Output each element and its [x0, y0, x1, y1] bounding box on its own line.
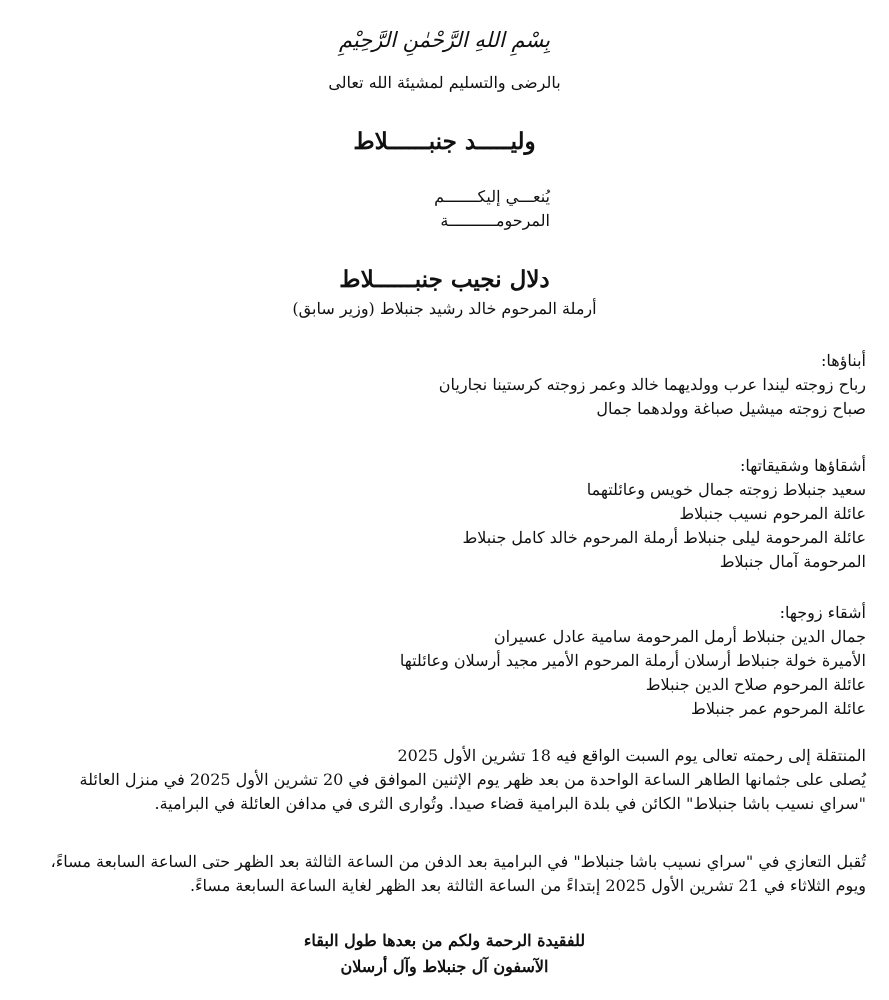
sender-name: وليـــــد جنبــــــلاط — [353, 128, 536, 155]
funeral-details — [20, 744, 866, 816]
condolences-line: ويوم الثلاثاء في 21 تشرين الأول 2025 إبتداءً من الساعة الثالثة بعد الظهر لغاية الساعة السابعة مساءً. — [189, 876, 866, 895]
list-item: الأميرة خولة جنبلاط أرسلان أرملة المرحوم الأمير مجيد أرسلان وعائلتها — [399, 651, 866, 670]
in-laws-section — [20, 601, 866, 721]
sons-section — [20, 349, 866, 421]
list-item: صباح زوجته ميشيل صباغة وولدهما جمال — [596, 399, 866, 418]
list-item: سعيد جنبلاط زوجته جمال خويس وعائلتهما — [586, 480, 866, 499]
announce-line-2: المرحومــــــــــة — [440, 211, 550, 230]
deceased-name: دلال نجيب جنبــــــلاط — [339, 266, 550, 293]
list-item: عائلة المرحوم نسيب جنبلاط — [679, 504, 866, 523]
funeral-line: يُصلى على جثمانها الطاهر الساعة الواحدة من بعد ظهر يوم الإثنين الموافق في 20 تشرين الأول 2025 في منزل العائلة — [79, 770, 866, 789]
closing-block — [0, 928, 889, 980]
closing-line-2: الآسفون آل جنبلاط وآل أرسلان — [340, 957, 549, 976]
condolences-details — [20, 850, 866, 898]
announce-line-1: يُنعـــي إليكـــــــم — [434, 187, 550, 206]
closing-line-1: للفقيدة الرحمة ولكم من بعدها طول البقاء — [303, 931, 586, 950]
announcement — [340, 185, 550, 233]
sons-heading: أبناؤها: — [820, 351, 866, 370]
siblings-section — [20, 454, 866, 574]
funeral-line: المنتقلة إلى رحمته تعالى يوم السبت الواقع فيه 18 تشرين الأول 2025 — [397, 746, 866, 765]
list-item: عائلة المرحومة ليلى جنبلاط أرملة المرحوم خالد كامل جنبلاط — [462, 528, 866, 547]
siblings-heading: أشقاؤها وشقيقاتها: — [739, 456, 866, 475]
list-item: المرحومة آمال جنبلاط — [719, 552, 866, 571]
condolences-line: تُقبل التعازي في "سراي نسيب باشا جنبلاط" في البرامية بعد الدفن من الساعة الثالثة بعد الظهر حتى الساعة السابعة مساءً، — [50, 852, 866, 871]
basmala-calligraphy: بِسْمِ اللهِ الرَّحْمٰنِ الرَّحِيْمِ — [338, 28, 551, 52]
list-item: رباح زوجته ليندا عرب وولديهما خالد وعمر زوجته كرستينا نجاريان — [438, 375, 866, 394]
list-item: عائلة المرحوم عمر جنبلاط — [691, 699, 866, 718]
list-item: جمال الدين جنبلاط أرمل المرحومة سامية عادل عسيران — [493, 627, 866, 646]
consent-line: بالرضى والتسليم لمشيئة الله تعالى — [328, 73, 561, 92]
widow-of-line: أرملة المرحوم خالد رشيد جنبلاط (وزير سابق) — [292, 299, 597, 318]
list-item: عائلة المرحوم صلاح الدين جنبلاط — [645, 675, 866, 694]
funeral-line: "سراي نسيب باشا جنبلاط" الكائن في بلدة البرامية قضاء صيدا. وتُوارى الثرى في مدافن العائلة في البرامية. — [154, 794, 866, 813]
in-laws-heading: أشقاء زوجها: — [779, 603, 866, 622]
